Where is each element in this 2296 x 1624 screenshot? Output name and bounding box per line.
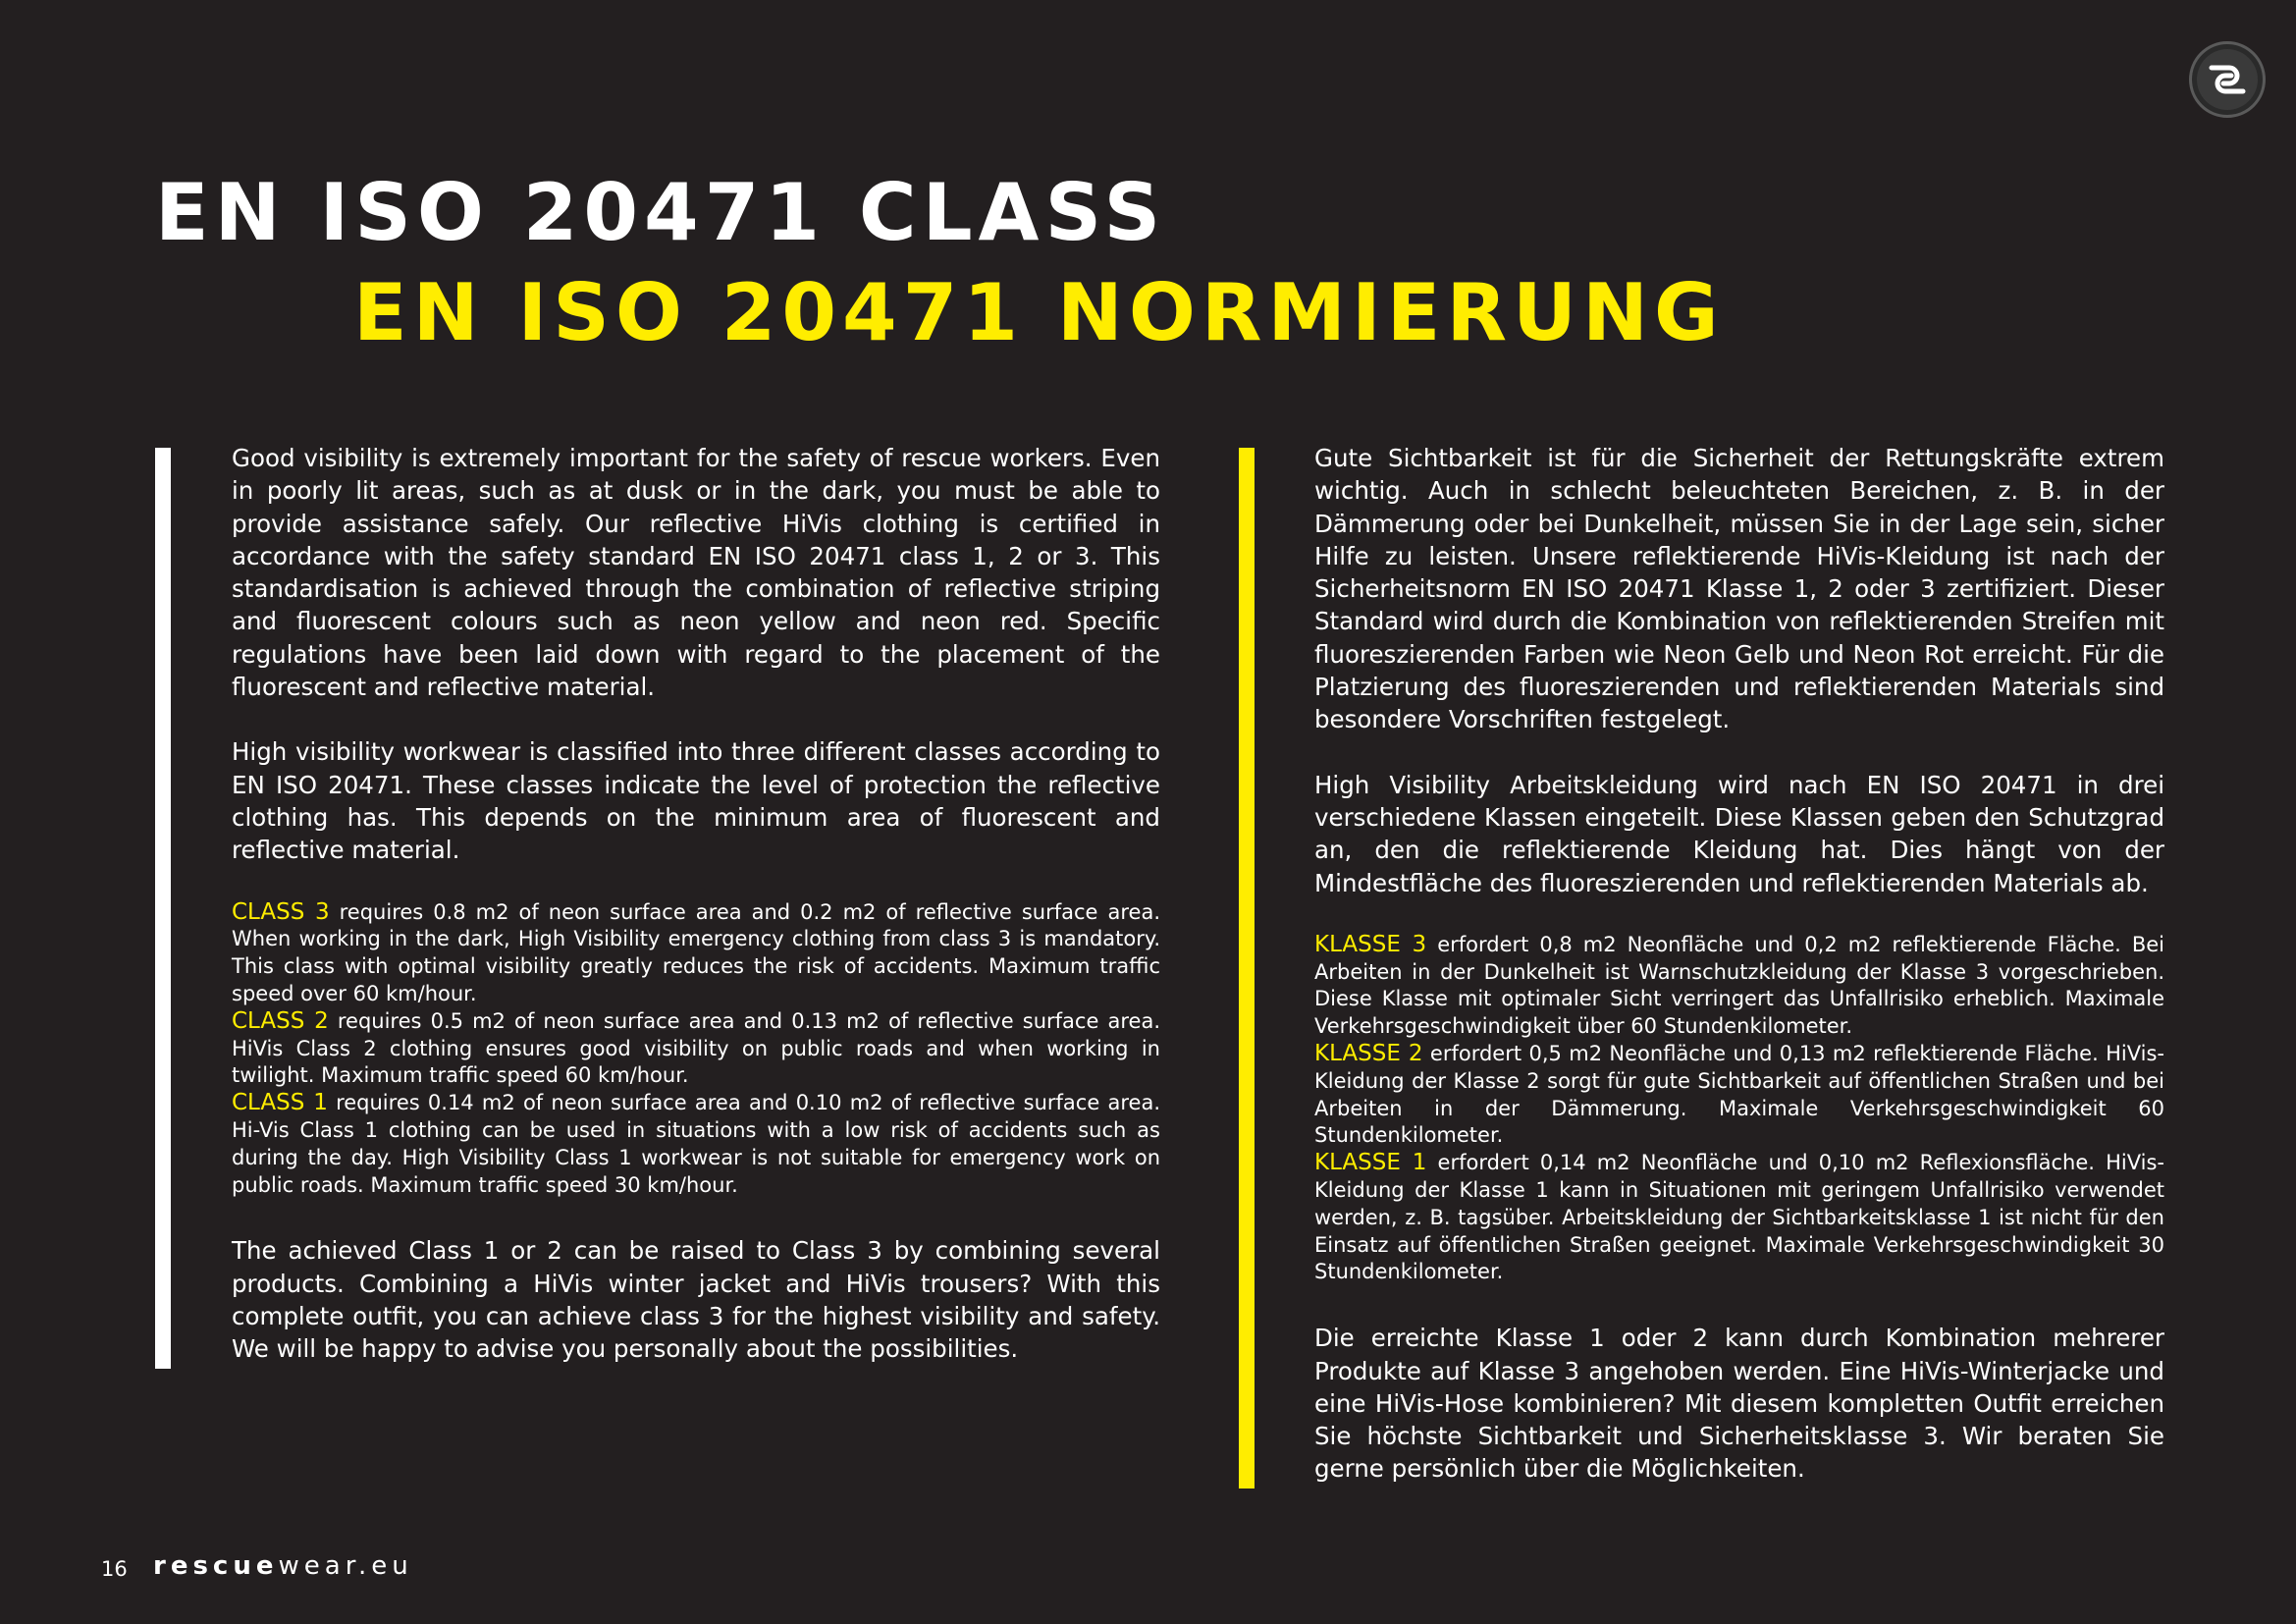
german-class3-label: KLASSE 3 <box>1314 931 1427 957</box>
cd-logo-graphic <box>2192 44 2263 115</box>
brand-wordmark <box>153 1551 413 1581</box>
english-classes-paragraph: High visibility workwear is classified into three different classes according to EN ISO 20471. These classes indicate the level of protection the reflective clothing has. This depends on the minimum area of fluorescent and reflective material. <box>232 737 1160 865</box>
german-class1-item <box>1314 1150 2164 1286</box>
german-closing-paragraph: Die erreichte Klasse 1 oder 2 kann durch Kombination mehrerer Produkte auf Klasse 3 angehoben werden. Eine HiVis-Winterjacke und eine HiVis-Hose kombinieren? Mit diesem kompletten Outfit erreichen Sie höchste Sichtbarkeit und Sicherheitsklasse 3. Wir beraten Sie gerne persönlich über die Möglichkeiten. <box>1314 1324 2164 1484</box>
english-class3-text: requires 0.8 m2 of neon surface area and 0.2 m2 of reflective surface area. When working in the dark, High Visibility emergency clothing from class 3 is mandatory. This class with optimal visibility greatly reduces the risk of accidents. Maximum traffic speed over 60 km/hour. <box>232 899 1160 1005</box>
german-class2-text: erfordert 0,5 m2 Neonfläche und 0,13 m2 reflektierende Fläche. HiVis-Kleidung der Klasse 2 sorgt für gute Sichtbarkeit auf öffentlichen Straßen und bei Arbeiten in der Dämmerung. Maximale Verkehrsgeschwindigkeit 60 Stundenkilometer. <box>1314 1042 2165 1148</box>
english-class3-item <box>232 899 1160 1008</box>
english-column-bar <box>155 448 171 1369</box>
german-column-bar <box>1239 448 1255 1489</box>
english-class2-item <box>232 1008 1160 1090</box>
page-subtitle: EN ISO 20471 NORMIERUNG <box>353 267 1725 358</box>
german-class3-item <box>1314 932 2164 1041</box>
german-classes-paragraph: High Visibility Arbeitskleidung wird nach EN ISO 20471 in drei verschiedene Klassen eingeteilt. Diese Klassen geben den Schutzgrad an, den die reflektierende Kleidung hat. Dies hängt von der Mindestfläche des fluoreszierenden und reflektierenden Materials ab. <box>1314 770 2164 897</box>
brand-wordmark-light: wear.eu <box>278 1551 413 1581</box>
german-class2-label: KLASSE 2 <box>1314 1041 1423 1067</box>
german-class1-label: KLASSE 1 <box>1314 1150 1427 1176</box>
german-class1-text: erfordert 0,14 m2 Neonfläche und 0,10 m2 Reflexionsfläche. HiVis-Kleidung der Klasse 1 kann in Situationen mit geringem Unfallrisiko verwendet werden, z. B. tagsüber. Arbeitskleidung der Sichtbarkeitsklasse 1 ist nicht für den Einsatz auf öffentlichen Straßen geeignet. Maximale Verkehrsgeschwindigkeit 30 Stundenkilometer. <box>1314 1151 2164 1284</box>
german-class-list <box>1314 932 2164 1286</box>
german-intro-paragraph: Gute Sichtbarkeit ist für die Sicherheit der Rettungskräfte extrem wichtig. Auch in schlecht beleuchteten Bereichen, z. B. in der Dämmerung oder bei Dunkelheit, müssen Sie in der Lage sein, sicher Hilfe zu leisten. Unsere reflektierende HiVis-Kleidung ist nach der Sicherheitsnorm EN ISO 20471 Klasse 1, 2 oder 3 zertifiziert. Dieser Standard wird durch die Kombination von reflektierenden Streifen mit fluoreszierenden Farben wie Neon Gelb und Neon Rot erreicht. Für die Platzierung des fluoreszierenden und reflektierenden Materials sind besondere Vorschriften festgelegt. <box>1314 444 2164 734</box>
english-closing-paragraph: The achieved Class 1 or 2 can be raised to Class 3 by combining several products. Combining a HiVis winter jacket and HiVis trousers? With this complete outfit, you can achieve class 3 for the highest visibility and safety. We will be happy to advise you personally about the possibilities. <box>232 1236 1160 1364</box>
english-class2-label: CLASS 2 <box>232 1007 329 1034</box>
english-class1-item <box>232 1090 1160 1199</box>
german-class3-text: erfordert 0,8 m2 Neonfläche und 0,2 m2 reflektierende Fläche. Bei Arbeiten in der Dunkelheit ist Warnschutzkleidung der Klasse 3 vorgeschrieben. Diese Klasse mit optimaler Sicht verringert das Unfallrisiko erheblich. Maximale Verkehrsgeschwindigkeit über 60 Stundenkilometer. <box>1314 932 2164 1039</box>
english-class2-text: requires 0.5 m2 of neon surface area and 0.13 m2 of reflective surface area. HiVis Class 2 clothing ensures good visibility on public roads and when working in twilight. Maximum traffic speed 60 km/hour. <box>232 1008 1161 1088</box>
page-number: 16 <box>101 1557 128 1581</box>
english-intro-paragraph: Good visibility is extremely important for the safety of rescue workers. Even in poorly lit areas, such as at dusk or in the dark, you must be able to provide assistance safely. Our reflective HiVis clothing is certified in accordance with the safety standard EN ISO 20471 class 1, 2 or 3. This standardisation is achieved through the combination of reflective striping and fluorescent colours such as neon yellow and neon red. Specific regulations have been laid down with regard to the placement of the fluorescent and reflective material. <box>232 444 1160 702</box>
german-class2-item <box>1314 1041 2164 1150</box>
english-class1-text: requires 0.14 m2 of neon surface area and 0.10 m2 of reflective surface area. Hi-Vis Class 1 clothing can be used in situations with a low risk of accidents such as during the day. High Visibility Class 1 workwear is not suitable for emergency work on public roads. Maximum traffic speed 30 km/hour. <box>232 1091 1161 1197</box>
page-title: EN ISO 20471 CLASS <box>155 167 1167 258</box>
cd-logo-icon <box>2189 41 2266 118</box>
brand-wordmark-bold: rescue <box>153 1551 279 1581</box>
english-class-list <box>232 899 1160 1200</box>
english-class1-label: CLASS 1 <box>232 1090 328 1116</box>
german-column <box>1314 442 2164 1518</box>
english-column <box>232 442 1160 1398</box>
english-class3-label: CLASS 3 <box>232 898 330 925</box>
